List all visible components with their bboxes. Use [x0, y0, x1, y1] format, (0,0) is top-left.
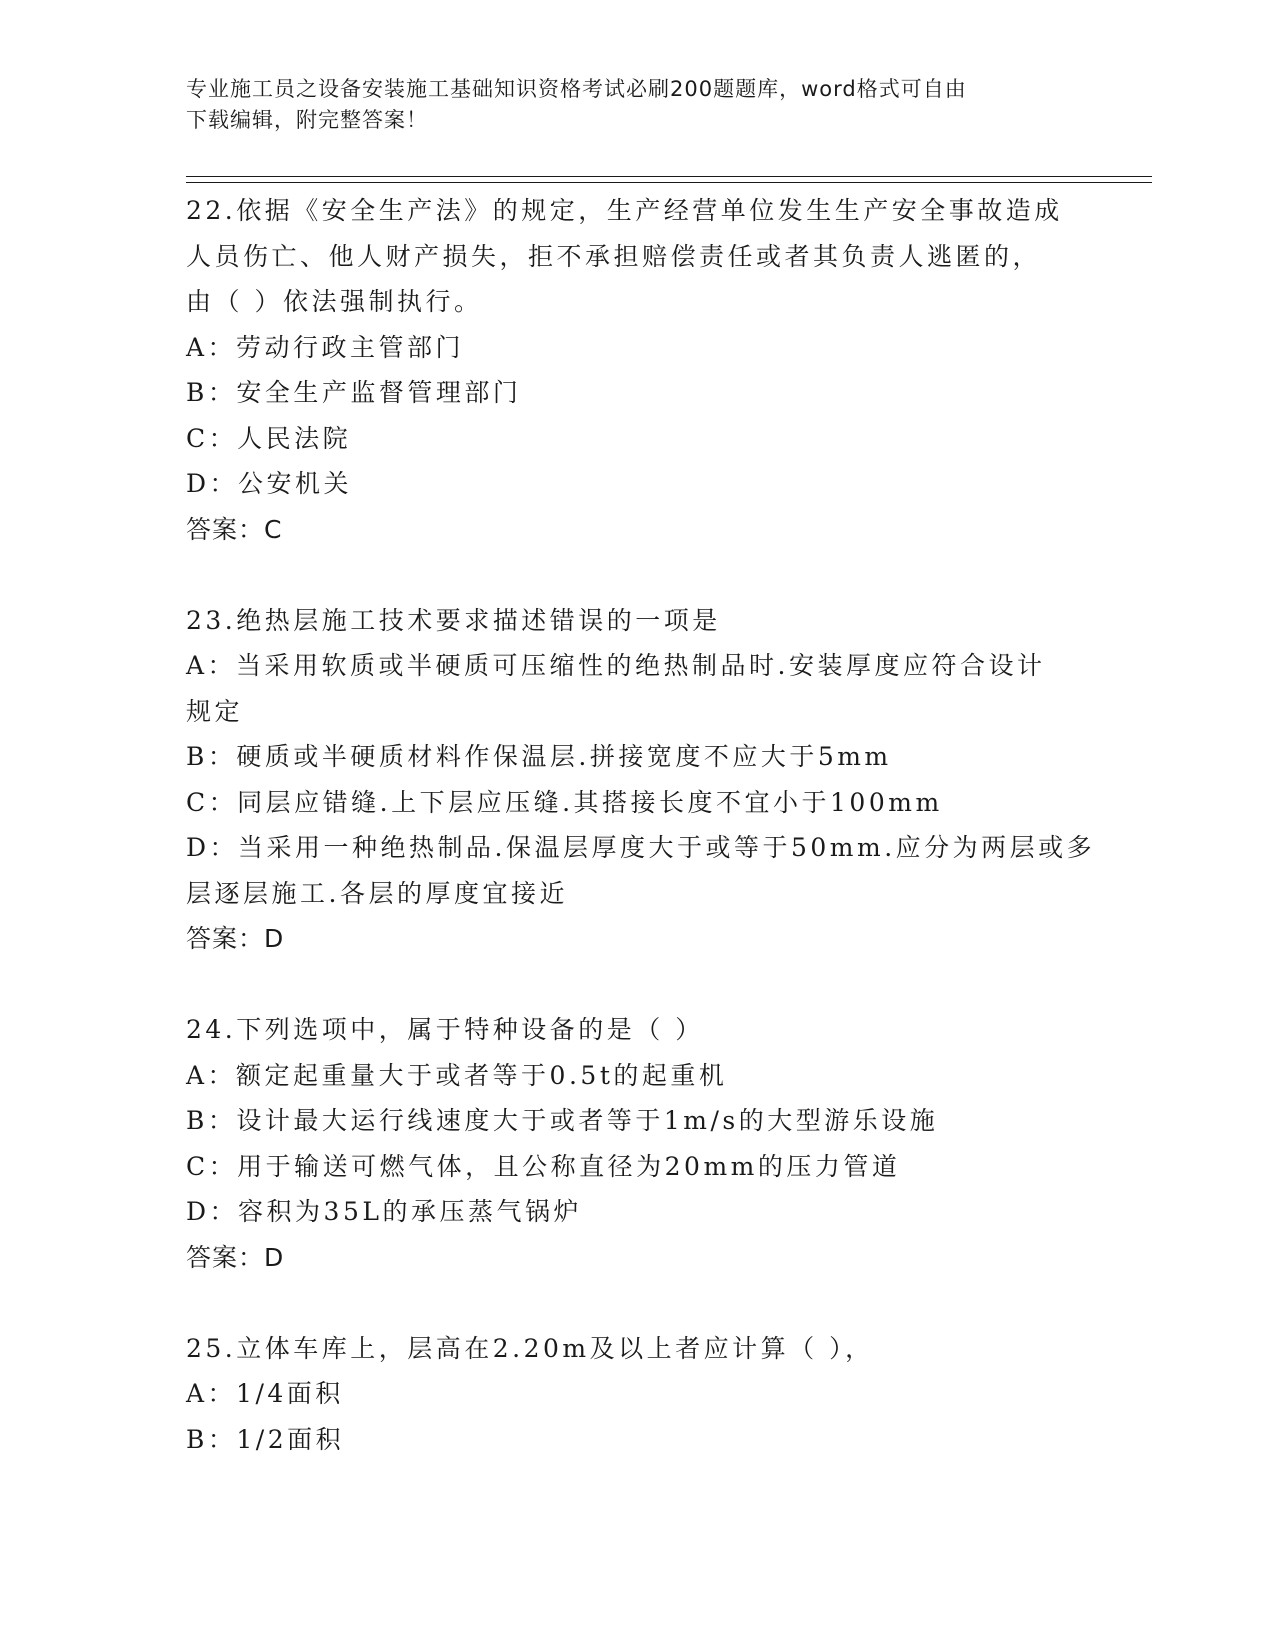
question-23-option-b: B：硬质或半硬质材料作保温层.拼接宽度不应大于5mm	[186, 742, 892, 771]
header-divider-top	[186, 176, 1152, 177]
question-24-option-b: B：设计最大运行线速度大于或者等于1m/s的大型游乐设施	[186, 1106, 939, 1135]
question-23-stem: 23.绝热层施工技术要求描述错误的一项是	[186, 605, 721, 635]
question-25-option-b: B：1/2面积	[186, 1424, 345, 1454]
question-22-option-a: A：劳动行政主管部门	[186, 332, 465, 362]
header-line-2: 下载编辑，附完整答案！	[186, 108, 428, 132]
question-spacer	[186, 552, 1086, 598]
question-22	[186, 188, 1086, 552]
question-spacer	[186, 962, 1086, 1008]
header-divider-bottom	[186, 182, 1152, 183]
question-24-option-d: D：容积为35L的承压蒸气锅炉	[186, 1197, 582, 1226]
question-22-option-b: B：安全生产监督管理部门	[186, 378, 522, 407]
question-23	[186, 598, 1096, 962]
question-spacer	[186, 1280, 1086, 1326]
header-line-1: 专业施工员之设备安装施工基础知识资格考试必刷200题题库，word格式可自由	[186, 77, 967, 101]
question-23-answer: 答案：D	[186, 924, 285, 953]
question-22-answer: 答案：C	[186, 514, 283, 544]
question-22-stem-line-1: 22.依据《安全生产法》的规定，生产经营单位发生生产安全事故造成	[186, 196, 1063, 225]
question-22-stem-line-2: 人员伤亡、他人财产损失，拒不承担赔偿责任或者其负责人逃匿的，	[186, 241, 1042, 271]
question-25-option-a: A：1/4面积	[186, 1379, 344, 1408]
question-25	[186, 1326, 1086, 1463]
document-header	[186, 74, 1086, 136]
question-24	[186, 1007, 1086, 1280]
question-23-option-c: C：同层应错缝.上下层应压缝.其搭接长度不宜小于100mm	[186, 787, 943, 817]
question-23-option-d-line-2: 层逐层施工.各层的厚度宜接近	[186, 878, 568, 908]
question-22-stem-line-3: 由（ ）依法强制执行。	[186, 287, 483, 316]
question-23-option-d-line-1: D：当采用一种绝热制品.保温层厚度大于或等于50mm.应分为两层或多	[186, 833, 1096, 862]
question-23-option-a-line-1: A：当采用软质或半硬质可压缩性的绝热制品时.安装厚度应符合设计	[186, 651, 1046, 680]
question-23-option-a-line-2: 规定	[186, 696, 244, 726]
question-22-option-d: D：公安机关	[186, 469, 353, 498]
question-24-answer: 答案：D	[186, 1242, 285, 1272]
question-24-stem: 24.下列选项中，属于特种设备的是（ ）	[186, 1015, 704, 1044]
question-list	[186, 188, 1096, 1462]
question-22-option-c: C：人民法院	[186, 423, 352, 453]
question-24-option-a: A：额定起重量大于或者等于0.5t的起重机	[186, 1060, 728, 1090]
question-25-stem: 25.立体车库上，层高在2.20m及以上者应计算（ ），	[186, 1333, 874, 1363]
question-24-option-c: C：用于输送可燃气体，且公称直径为20mm的压力管道	[186, 1151, 901, 1181]
